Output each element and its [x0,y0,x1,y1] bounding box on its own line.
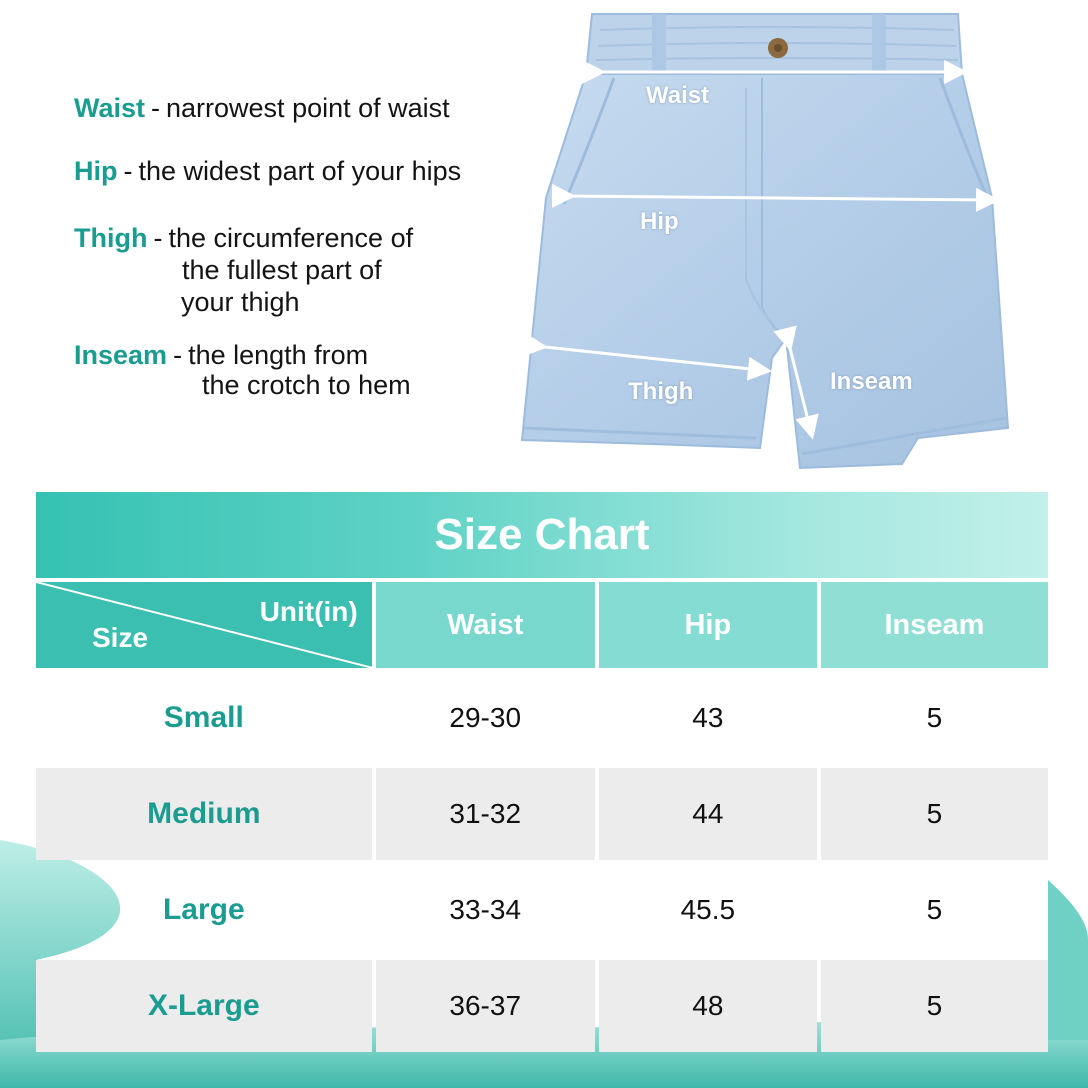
column-header-waist: Waist [376,582,595,668]
chart-title: Size Chart [36,492,1048,578]
guide-inseam [74,339,494,400]
cell-hip: 48 [599,960,817,1052]
cell-inseam: 5 [926,894,943,925]
corner-size-label: Size [92,622,149,653]
size-name: Small [163,701,244,734]
guide-thigh [74,222,494,317]
table-row [36,960,1048,1052]
size-name: X-Large [36,960,372,1052]
chart-header-row [36,582,1048,668]
guide-desc-thigh-2: the fullest part of [182,255,382,285]
chart-corner-cell [36,582,372,668]
cell-inseam: 5 [821,768,1048,860]
size-name: Medium [36,768,372,860]
cell-hip: 44 [599,768,817,860]
cell-waist: 29-30 [449,702,522,733]
column-header-inseam: Inseam [821,582,1048,668]
guide-desc-hip: the widest part of your hips [138,156,462,186]
guide-desc-waist: narrowest point of waist [166,93,450,123]
cell-waist: 33-34 [449,894,522,925]
label-thigh: Thigh [628,378,694,405]
guide-waist [74,92,450,124]
table-row [36,672,1048,764]
cell-waist: 31-32 [376,768,595,860]
guide-term-hip: Hip [74,156,118,186]
label-inseam: Inseam [830,368,913,395]
guide-term-waist: Waist [74,93,146,123]
label-waist: Waist [646,82,710,109]
guide-separator: - [173,340,183,370]
guide-separator: - [153,223,163,253]
cell-waist: 36-37 [376,960,595,1052]
guide-separator: - [151,93,161,123]
shorts-body [522,74,1008,468]
guide-desc-inseam-1: the length from [188,340,369,370]
shorts-illustration [510,8,1030,488]
cell-hip: 45.5 [680,894,736,925]
cell-inseam: 5 [821,960,1048,1052]
guide-desc-inseam-2: the crotch to hem [202,370,411,400]
table-row [36,864,1048,956]
guide-term-thigh: Thigh [74,223,148,253]
cell-hip: 43 [692,702,724,733]
corner-unit-label: Unit(in) [259,596,358,627]
cell-inseam: 5 [926,702,943,733]
size-name: Large [162,893,245,926]
guide-hip [74,155,461,187]
label-hip: Hip [640,208,679,235]
guide-desc-thigh-1: the circumference of [168,223,414,253]
guide-term-inseam: Inseam [74,340,168,370]
guide-separator: - [123,156,133,186]
size-chart [36,492,1048,1052]
column-header-hip: Hip [599,582,817,668]
guide-desc-thigh-3: your thigh [181,287,300,317]
table-row [36,768,1048,860]
